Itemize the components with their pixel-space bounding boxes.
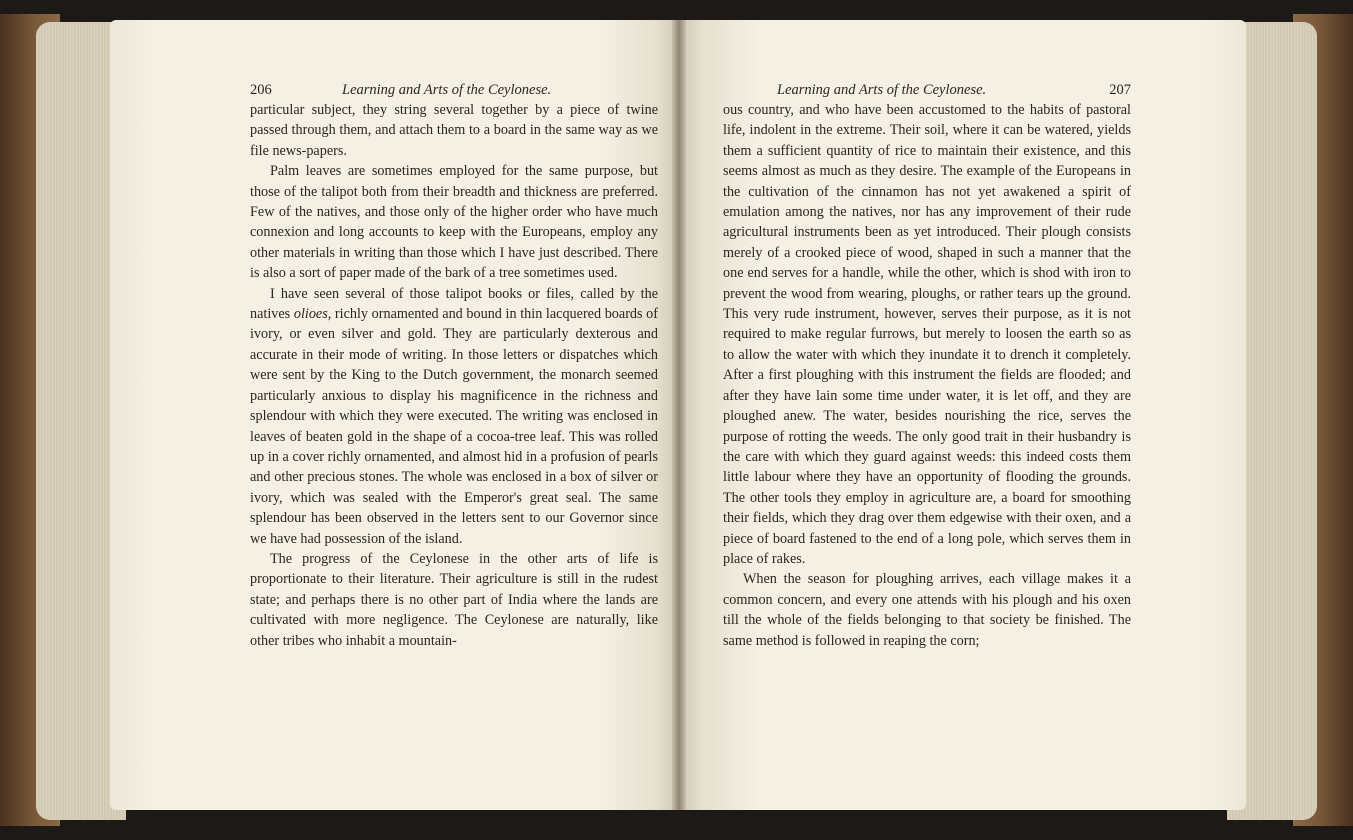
right-paragraph-1: ous country, and who have been accustomed to the habits of pastoral life, indolent in the extreme. Their soil, where it can be watered, yields them a sufficient quantity of rice to maintain their existence, and this seems almost as much as they desire. The example of the Europeans in the cultivation of the cinnamon has not yet awakened a spirit of emulation among the natives, nor has any improvement of their rude agricultural instruments been as yet introduced. Their plough consists merely of a crooked piece of wood, shaped in such a manner that the one end serves for a handle, while the other, which is shod with iron to prevent the wood from wearing, ploughs, or rather tears up the ground. This very rude instrument, however, serves their purpose, as it is not required to make regular furrows, but merely to loosen the earth so as to allow the water with which they inundate it to drench it completely. After a first ploughing with this instrument the fields are flooded; and after they have lain some time under water, it is let off, and they are ploughed anew. The water, besides nourishing the rice, serves the purpose of rotting the weeds. The only good trait in their husbandry is the care with which they guard against weeds: this indeed costs them little labour where they have an opportunity of flooding the grounds. The other tools they employ in agriculture are, a board for smoothing their fields, which they drag over them edgewise with their oxen, and a piece of board fastened to the end of a long pole, which serves them in place of rakes. [723, 102, 1131, 567]
olioes-term: olioes [293, 306, 328, 323]
right-paragraph-2: When the season for ploughing arrives, each village makes it a common concern, and every one attends with his plough and his oxen till the whole of the fields belonging to that society be finished. The same method is followed in reaping the corn; [723, 571, 1131, 649]
right-page-number: 207 [1109, 82, 1131, 98]
right-running-head [723, 82, 1131, 102]
right-running-title: Learning and Arts of the Ceylonese. [777, 82, 987, 98]
left-paragraph-3-start: I have seen several of those talipot books or files, called by the natives [250, 285, 658, 323]
left-page-number: 206 [250, 82, 272, 98]
right-page-body [723, 100, 1131, 651]
left-paragraph-2: Palm leaves are sometimes employed for the same purpose, but those of the talipot both from their breadth and thickness are preferred. Few of the natives, and those only of the higher order who have much connexion and long accounts to keep with the Europeans, employ any other materials in writing than those which I have just described. There is also a sort of paper made of the bark of a tree sometimes used. [250, 163, 658, 282]
left-paragraph-3 [250, 284, 658, 549]
left-paragraph-1: particular subject, they string several together by a piece of twine passed through them, and attach them to a board in the same way as we file news-papers. [250, 102, 658, 159]
left-running-title: Learning and Arts of the Ceylonese. [342, 82, 552, 98]
left-running-head [250, 82, 658, 102]
left-paragraph-4: The progress of the Ceylonese in the other arts of life is proportionate to their literature. Their agriculture is still in the rudest state; and perhaps there is no other part of India where the lands are cultivated with more negligence. The Ceylonese are naturally, like other tribes who inhabit a mountain- [250, 550, 658, 649]
book-gutter [672, 20, 686, 810]
left-page-body [250, 100, 658, 651]
left-paragraph-3-rest: , richly ornamented and bound in thin lacquered boards of ivory, or even silver and gold. They are particularly dexterous and accurate in their mode of writing. In those letters or dispatches which were sent by the King to the Dutch government, the monarch seemed particularly anxious to display his magnificence in the richness and splendour with which they were executed. The writing was enclosed in leaves of beaten gold in the shape of a cocoa-tree leaf. This was rolled up in a cover richly ornamented, and almost hid in a profusion of pearls and other precious stones. The whole was enclosed in a box of silver or ivory, which was sealed with the Emperor's great seal. The same splendour has been observed in the letters sent to our Governor since we have had possession of the island. [250, 306, 659, 547]
